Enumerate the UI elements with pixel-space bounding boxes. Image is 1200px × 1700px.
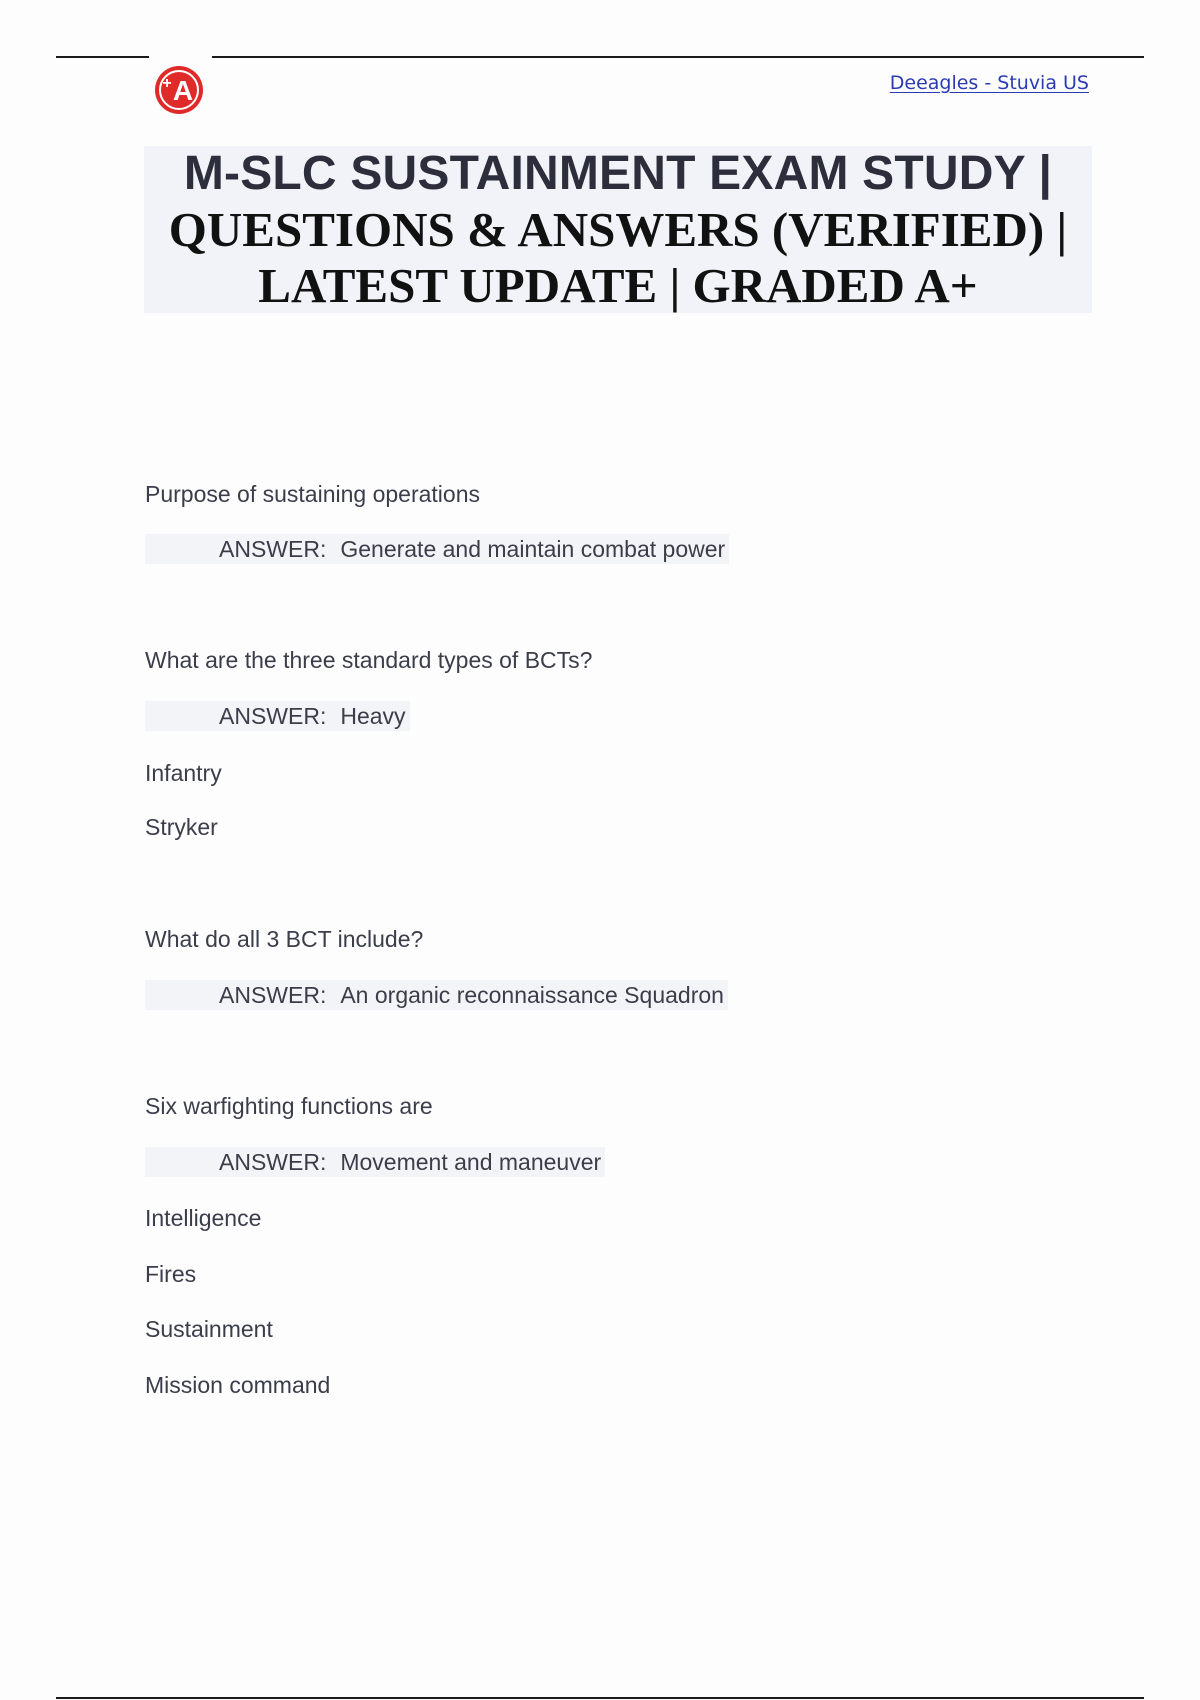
answer-label: ANSWER: — [219, 1149, 327, 1175]
question-text: What are the three standard types of BCTs? — [145, 647, 593, 673]
answer-label: ANSWER: — [219, 982, 327, 1008]
answer-line — [145, 1147, 605, 1177]
svg-text:+: + — [162, 75, 172, 92]
svg-text:A: A — [172, 75, 194, 106]
answer-line — [145, 980, 728, 1010]
author-store-link[interactable]: Deeagles - Stuvia US — [889, 72, 1089, 94]
answer-item: Infantry — [145, 760, 222, 786]
header-rule-right — [212, 56, 1144, 58]
header-rule-left — [56, 56, 149, 58]
question-text: Six warfighting functions are — [145, 1093, 433, 1119]
answer-item: Mission command — [145, 1372, 331, 1398]
answer-item: Intelligence — [145, 1205, 262, 1231]
answer-text: Heavy — [340, 703, 406, 729]
title-line-3: LATEST UPDATE | GRADED A+ — [258, 258, 978, 313]
title-line-1: M-SLC SUSTAINMENT EXAM STUDY | — [183, 147, 1053, 200]
question-text: Purpose of sustaining operations — [145, 481, 480, 507]
answer-line — [145, 534, 729, 564]
answer-line — [145, 701, 410, 731]
answer-label: ANSWER: — [219, 536, 327, 562]
answer-text: Movement and maneuver — [340, 1149, 602, 1175]
answer-text: An organic reconnaissance Squadron — [340, 982, 724, 1008]
answer-item: Stryker — [145, 814, 218, 840]
answer-label: ANSWER: — [219, 703, 327, 729]
question-text: What do all 3 BCT include? — [145, 926, 424, 952]
answer-text: Generate and maintain combat power — [340, 536, 726, 562]
a-plus-badge-icon — [152, 63, 206, 117]
title-line-2: QUESTIONS & ANSWERS (VERIFIED) | — [168, 202, 1068, 257]
footer-rule — [56, 1697, 1144, 1699]
answer-item: Sustainment — [145, 1316, 273, 1342]
document-title — [144, 146, 1092, 313]
answer-item: Fires — [145, 1261, 197, 1287]
